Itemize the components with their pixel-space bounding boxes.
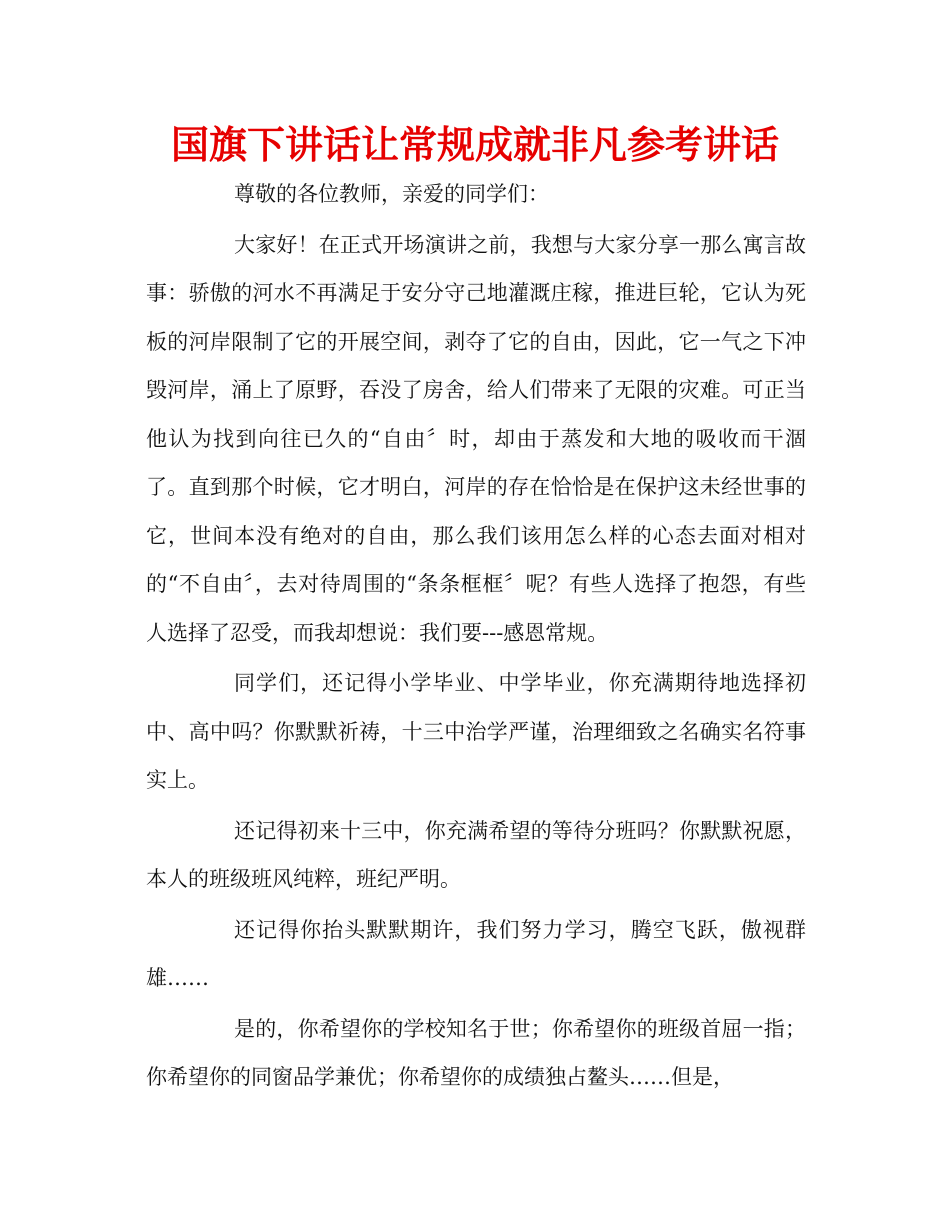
body-paragraph-school-choice: 同学们，还记得小学毕业、中学毕业，你充满期待地选择初中、高中吗？你默默祈祷，十三中治学严谨，治理细致之名确实名符事实上。 [146, 671, 806, 792]
body-paragraph-aspiration: 还记得你抬头默默期许，我们努力学习，腾空飞跃，傲视群雄…… [146, 917, 806, 990]
salutation-paragraph: 尊敬的各位教师，亲爱的同学们： [234, 182, 549, 206]
body-paragraph-hopes: 是的，你希望你的学校知名于世；你希望你的班级首屈一指；你希望你的同窗品学兼优；你希望你的成绩独占鳌头……但是， [146, 1016, 806, 1089]
body-paragraph-class-assignment: 还记得初来十三中，你充满希望的等待分班吗？你默默祝愿，本人的班级班风纯粹，班纪严明。 [146, 818, 806, 891]
document-body [146, 170, 806, 1102]
body-paragraph-fable: 大家好！在正式开场演讲之前，我想与大家分享一那么寓言故事：骄傲的河水不再满足于安分守己地灌溉庄稼，推进巨轮，它认为死板的河岸限制了它的开展空间，剥夺了它的自由，因此，它一气之下冲毁河岸，涌上了原野，吞没了房舍，给人们带来了无限的灾难。可正当他认为找到向往已久的“自由〞时，却由于蒸发和大地的吸收而干涸了。直到那个时候，它才明白，河岸的存在恰恰是在保护这未经世事的它，世间本没有绝对的自由，那么我们该用怎么样的心态去面对相对的“不自由〞，去对待周围的“条条框框〞呢？有些人选择了抱怨，有些人选择了忍受，而我却想说：我们要---感恩常规。 [146, 232, 806, 645]
document-title: 国旗下讲话让常规成就非凡参考讲话 [170, 123, 779, 167]
